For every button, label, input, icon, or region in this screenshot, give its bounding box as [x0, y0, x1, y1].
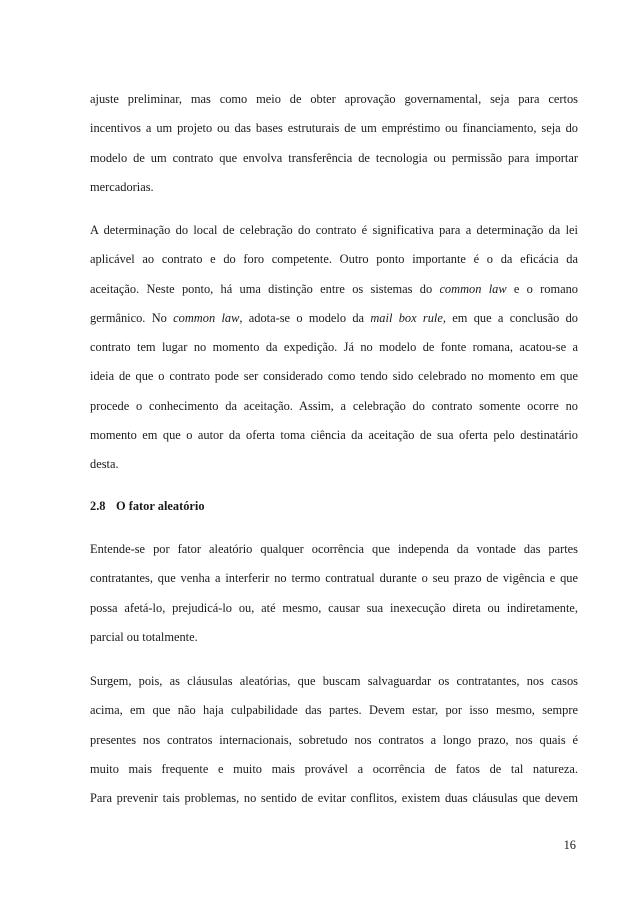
text-line: contrato tem lugar no momento da expedição. Já no modelo de fonte romana, acatou-se a: [90, 340, 578, 355]
text-run: , em que a conclusão do: [442, 310, 578, 325]
text-run: e o romano: [506, 281, 578, 296]
italic-term: common law: [173, 310, 240, 325]
text-run: aceitação. Neste ponto, há uma distinção entre os sistemas do: [90, 281, 440, 296]
text-line: mercadorias.: [90, 179, 154, 194]
text-line: aplicável ao contrato e do foro competente. Outro ponto importante é o da eficácia da: [90, 252, 578, 267]
text-line: parcial ou totalmente.: [90, 629, 198, 644]
text-line: Entende-se por fator aleatório qualquer ocorrência que independa da vontade das partes: [90, 542, 578, 556]
text-line: Para prevenir tais problemas, no sentido de evitar conflitos, existem duas cláusulas que devem: [90, 791, 578, 806]
text-line: [90, 275, 578, 304]
paragraph-4: [90, 667, 578, 813]
italic-term: mail box rule: [370, 310, 443, 325]
text-line: acima, em que não haja culpabilidade das partes. Devem estar, por isso mesmo, sempre: [90, 703, 578, 718]
section-heading: [90, 492, 205, 521]
page-number: 16: [563, 838, 576, 852]
paragraph-3: [90, 535, 578, 652]
paragraph-2: [90, 216, 578, 480]
text-line: procede o conhecimento da aceitação. Assim, a celebração do contrato somente ocorre no: [90, 398, 578, 413]
text-line: presentes nos contratos internacionais, sobretudo nos contratos a longo prazo, nos quais é: [90, 732, 578, 747]
text-line: desta.: [90, 457, 119, 472]
text-line: [90, 304, 578, 333]
text-line: muito mais frequente e muito mais provável a ocorrência de fatos de tal natureza.: [90, 761, 578, 776]
text-line: possa afetá-lo, prejudicá-lo ou, até mesmo, causar sua inexecução direta ou indiretamente,: [90, 600, 578, 615]
text-line: ideia de que o contrato pode ser considerado como tendo sido celebrado no momento em que: [90, 369, 578, 384]
section-title: O fator aleatório: [116, 499, 205, 513]
section-number: 2.8: [90, 499, 106, 513]
text-line: ajuste preliminar, mas como meio de obter aprovação governamental, seja para certos: [90, 92, 578, 106]
italic-term: common law: [439, 281, 507, 296]
text-line: A determinação do local de celebração do contrato é significativa para a determinação da lei: [90, 223, 578, 237]
text-run: germânico. No: [90, 310, 174, 325]
paragraph-1: [90, 85, 578, 202]
text-line: incentivos a um projeto ou das bases estruturais de um empréstimo ou financiamento, seja do: [90, 121, 578, 136]
text-line: Surgem, pois, as cláusulas aleatórias, que buscam salvaguardar os contratantes, nos casos: [90, 674, 578, 688]
text-line: modelo de um contrato que envolva transferência de tecnologia ou permissão para importar: [90, 150, 578, 165]
text-line: momento em que o autor da oferta toma ciência da aceitação de sua oferta pelo destinatário: [90, 428, 578, 443]
text-run: , adota-se o modelo da: [239, 310, 371, 325]
text-line: contratantes, que venha a interferir no termo contratual durante o seu prazo de vigência e que: [90, 571, 578, 586]
